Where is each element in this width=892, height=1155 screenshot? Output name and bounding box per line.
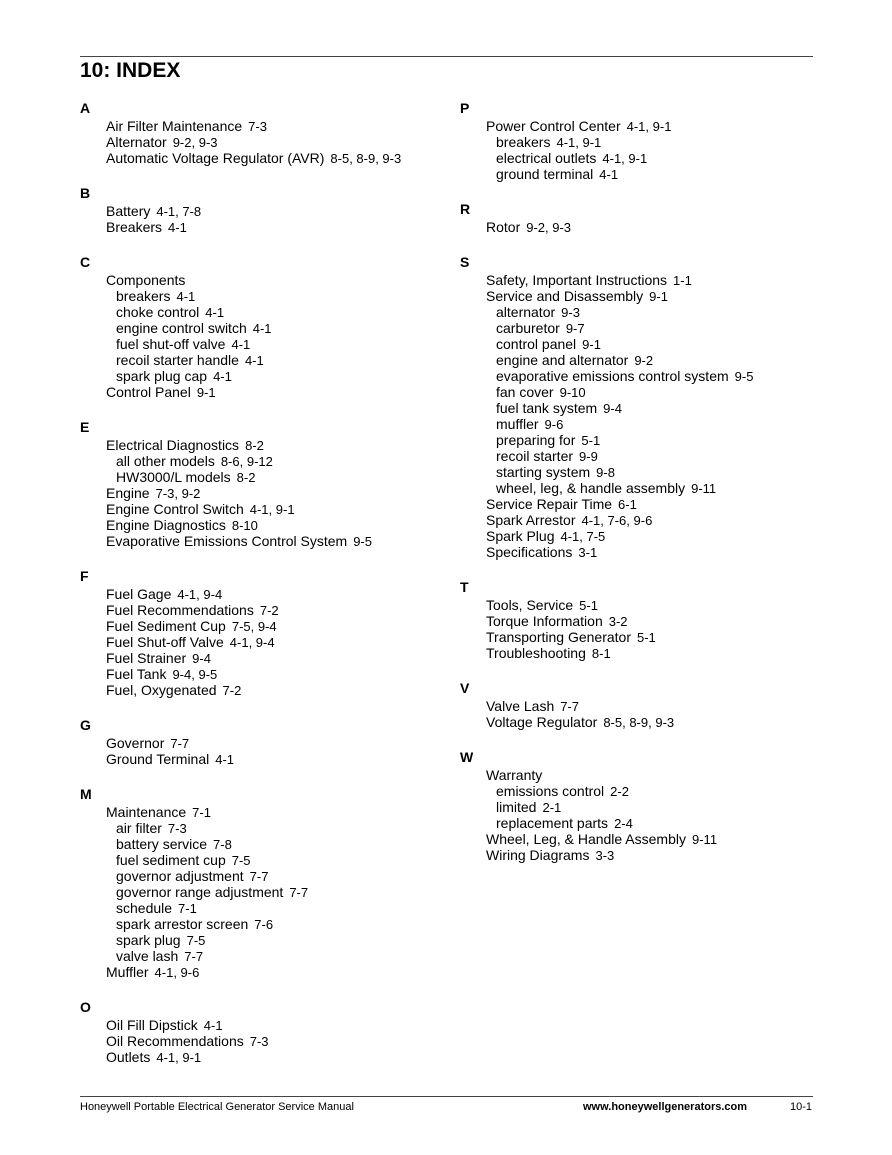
entry-term: Transporting Generator [486,629,631,645]
entry-page-refs: 7-8 [213,837,232,852]
index-entry [460,118,820,134]
index-subentry [460,134,820,150]
index-subentry [80,820,450,836]
entry-page-refs: 7-7 [289,885,309,900]
entry-page-refs: 4-1, 9-1 [626,119,672,134]
index-entry [80,517,450,533]
entry-page-refs: 2-2 [610,784,629,799]
index-entry [80,1049,450,1065]
section-letter: V [460,680,470,696]
entry-page-refs: 7-1 [192,805,211,820]
entry-term: replacement parts [496,815,609,831]
index-section-e [80,419,450,549]
entry-page-refs: 9-4 [192,651,211,666]
index-subentry [80,368,450,384]
entry-page-refs: 7-3 [249,1034,269,1049]
index-subentry [80,352,450,368]
entry-page-refs: 4-1 [168,220,187,235]
entry-page-refs: 1-1 [673,273,692,288]
entry-term: recoil starter [496,448,574,464]
index-entry [80,650,450,666]
index-subentry [460,783,820,799]
index-entry [80,1017,450,1033]
entry-page-refs: 5-1 [579,598,598,613]
index-entry [460,512,820,528]
entry-term: Fuel Shut-off Valve [106,634,224,650]
index-entry [80,586,450,602]
index-subentry [80,453,450,469]
index-subentry [80,469,450,485]
entry-term: Breakers [106,219,163,235]
entry-term: recoil starter handle [116,352,239,368]
entry-term: Safety, Important Instructions [486,272,668,288]
entry-page-refs: 9-9 [579,449,598,464]
index-entry [460,714,820,730]
index-section-f [80,568,450,698]
entry-term: Outlets [106,1049,151,1065]
entry-term: governor adjustment [116,868,244,884]
entry-page-refs: 4-1, 9-1 [556,135,602,150]
entry-list [80,1017,450,1065]
entry-term: Muffler [106,964,149,980]
entry-term: fuel shut-off valve [116,336,226,352]
entry-list [80,203,450,235]
entry-term: battery service [116,836,208,852]
entry-term: breakers [116,288,171,304]
entry-page-refs: 4-1, 9-6 [154,965,200,980]
entry-term: spark arrestor screen [116,916,249,932]
entry-page-refs: 9-5 [353,534,372,549]
entry-term: Oil Fill Dipstick [106,1017,198,1033]
entry-term: Ground Terminal [106,751,210,767]
index-subentry [80,336,450,352]
entry-page-refs: 9-11 [692,832,718,847]
entry-page-refs: 4-1, 9-1 [249,502,295,517]
index-entry [460,645,820,661]
entry-page-refs: 9-5 [734,369,754,384]
index-section-p [460,100,820,182]
entry-page-refs: 4-1 [231,337,251,352]
index-entry [460,613,820,629]
index-subentry [460,448,820,464]
entry-term: Fuel Tank [106,666,167,682]
entry-term: Fuel, Oxygenated [106,682,217,698]
index-section-s [460,254,820,560]
entry-list [460,272,820,560]
entry-list [80,804,450,980]
entry-term: spark plug cap [116,368,208,384]
entry-term: Engine Diagnostics [106,517,226,533]
index-subentry [80,948,450,964]
entry-page-refs: 9-4 [603,401,622,416]
section-letter: A [80,100,91,116]
index-entry [80,272,450,288]
entry-list [80,735,450,767]
entry-page-refs: 9-2, 9-3 [172,135,218,150]
footer-url[interactable]: www.honeywellgenerators.com [583,1101,748,1113]
entry-page-refs: 7-3 [248,119,267,134]
entry-term: Fuel Gage [106,586,172,602]
entry-page-refs: 4-1, 9-4 [177,587,223,602]
entry-term: muffler [496,416,539,432]
entry-list [80,118,450,166]
entry-term: governor range adjustment [116,884,284,900]
index-entry [80,735,450,751]
entry-term: Governor [106,735,165,751]
entry-term: emissions control [496,783,605,799]
entry-page-refs: 4-1, 9-1 [156,1050,202,1065]
entry-page-refs: 7-7 [249,869,269,884]
index-subentry [460,368,820,384]
entry-term: Control Panel [106,384,191,400]
index-subentry [460,799,820,815]
index-section-g [80,717,450,767]
index-entry [80,804,450,820]
entry-page-refs: 9-8 [596,465,615,480]
index-entry [80,751,450,767]
entry-list [460,767,820,863]
entry-page-refs: 9-1 [582,337,601,352]
entry-term: Wiring Diagrams [486,847,590,863]
entry-term: all other models [116,453,215,469]
entry-page-refs: 9-1 [196,385,216,400]
entry-page-refs: 9-10 [559,385,586,400]
entry-page-refs: 7-3, 9-2 [155,486,201,501]
section-letter: T [460,579,469,595]
entry-page-refs: 7-7 [170,736,190,751]
entry-term: Power Control Center [486,118,621,134]
index-subentry [460,815,820,831]
entry-page-refs: 4-1 [215,752,235,767]
entry-page-refs: 4-1 [203,1018,223,1033]
index-entry [80,134,450,150]
entry-page-refs: 4-1 [244,353,264,368]
entry-term: Maintenance [106,804,187,820]
section-letter: P [460,100,470,116]
index-subentry [460,352,820,368]
entry-term: starting system [496,464,591,480]
entry-page-refs: 7-7 [560,699,580,714]
index-subentry [460,480,820,496]
entry-term: breakers [496,134,551,150]
index-entry [460,831,820,847]
index-entry [80,634,450,650]
entry-term: schedule [116,900,173,916]
index-entry [80,118,450,134]
entry-page-refs: 6-1 [618,497,637,512]
index-entry [460,272,820,288]
entry-page-refs: 4-1 [176,289,196,304]
entry-page-refs: 8-5, 8-9, 9-3 [330,151,402,166]
entry-term: valve lash [116,948,179,964]
entry-term: Rotor [486,219,521,235]
entry-term: Service Repair Time [486,496,613,512]
entry-term: Evaporative Emissions Control System [106,533,348,549]
entry-page-refs: 4-1 [213,369,232,384]
entry-page-refs: 4-1, 7-6, 9-6 [581,513,653,528]
entry-term: air filter [116,820,162,836]
entry-term: engine control switch [116,320,247,336]
index-subentry [460,432,820,448]
entry-term: ground terminal [496,166,594,182]
entry-term: Torque Information [486,613,603,629]
entry-term: carburetor [496,320,560,336]
entry-term: Fuel Strainer [106,650,187,666]
entry-term: Alternator [106,134,167,150]
index-subentry [460,336,820,352]
entry-page-refs: 7-6 [254,917,274,932]
index-section-o [80,999,450,1065]
index-entry [460,698,820,714]
index-section-w [460,749,820,863]
entry-page-refs: 7-2 [222,683,242,698]
entry-page-refs: 3-3 [595,848,615,863]
entry-term: Voltage Regulator [486,714,598,730]
section-letter: S [460,254,470,270]
entry-term: Battery [106,203,151,219]
entry-page-refs: 2-1 [542,800,562,815]
index-section-c [80,254,450,400]
index-subentry [460,416,820,432]
entry-term: limited [496,799,537,815]
entry-page-refs: 7-2 [259,603,279,618]
section-letter: O [80,999,91,1015]
entry-term: Wheel, Leg, & Handle Assembly [486,831,686,847]
index-subentry [460,166,820,182]
entry-term: Warranty [486,767,543,783]
index-entry [80,1033,450,1049]
entry-page-refs: 4-1, 9-1 [602,151,648,166]
index-entry [460,544,820,560]
index-section-r [460,201,820,235]
entry-list [80,586,450,698]
index-subentry [460,320,820,336]
entry-page-refs: 4-1 [599,167,619,182]
entry-page-refs: 9-6 [544,417,564,432]
index-entry [80,964,450,980]
entry-term: preparing for [496,432,576,448]
entry-page-refs: 7-7 [184,949,204,964]
index-entry [460,528,820,544]
index-entry [80,666,450,682]
index-subentry [80,900,450,916]
entry-term: electrical outlets [496,150,597,166]
index-entry [80,618,450,634]
entry-page-refs: 7-5, 9-4 [231,619,277,634]
section-letter: B [80,185,91,201]
index-entry [460,597,820,613]
entry-list [460,118,820,182]
section-letter: F [80,568,89,584]
entry-term: engine and alternator [496,352,629,368]
index-subentry [80,304,450,320]
entry-term: Automatic Voltage Regulator (AVR) [106,150,325,166]
footer-manual-title: Honeywell Portable Electrical Generator Service Manual [80,1101,354,1113]
entry-page-refs: 3-2 [608,614,628,629]
entry-page-refs: 4-1, 7-5 [560,529,606,544]
entry-page-refs: 8-2 [245,438,264,453]
entry-term: Troubleshooting [486,645,586,661]
index-entry [460,847,820,863]
entry-page-refs: 9-2 [634,353,654,368]
entry-term: Fuel Recommendations [106,602,254,618]
index-section-b [80,185,450,235]
entry-term: Components [106,272,186,288]
entry-term: Engine Control Switch [106,501,244,517]
entry-page-refs: 9-3 [561,305,580,320]
entry-page-refs: 4-1, 9-4 [229,635,275,650]
index-entry [460,288,820,304]
bottom-rule [80,1096,813,1097]
entry-page-refs: 9-11 [691,481,717,496]
index-section-v [460,680,820,730]
entry-term: Spark Arrestor [486,512,576,528]
index-entry [80,384,450,400]
entry-page-refs: 9-1 [649,289,668,304]
entry-page-refs: 5-1 [581,433,601,448]
entry-page-refs: 8-5, 8-9, 9-3 [603,715,675,730]
index-subentry [80,868,450,884]
index-subentry [80,836,450,852]
entry-page-refs: 2-4 [614,816,633,831]
index-entry [80,219,450,235]
entry-term: fuel tank system [496,400,598,416]
entry-term: Engine [106,485,150,501]
entry-page-refs: 8-10 [231,518,258,533]
index-subentry [80,916,450,932]
index-entry [80,501,450,517]
entry-term: fuel sediment cup [116,852,226,868]
index-subentry [80,288,450,304]
entry-term: Air Filter Maintenance [106,118,243,134]
section-letter: W [460,749,474,765]
entry-list [80,272,450,400]
index-subentry [460,150,820,166]
index-subentry [460,384,820,400]
entry-term: control panel [496,336,577,352]
entry-page-refs: 8-2 [236,470,256,485]
entry-page-refs: 4-1, 7-8 [156,204,202,219]
entry-list [460,698,820,730]
index-entry [80,437,450,453]
entry-page-refs: 4-1 [252,321,272,336]
index-entry [80,485,450,501]
entry-term: Fuel Sediment Cup [106,618,226,634]
entry-term: fan cover [496,384,554,400]
index-entry [80,203,450,219]
index-entry [460,767,820,783]
entry-page-refs: 7-3 [167,821,187,836]
section-letter: G [80,717,91,733]
index-subentry [80,320,450,336]
index-subentry [80,884,450,900]
entry-term: HW3000/L models [116,469,231,485]
index-entry [460,629,820,645]
entry-page-refs: 7-5 [186,933,206,948]
entry-term: Specifications [486,544,573,560]
index-entry [80,533,450,549]
entry-page-refs: 8-1 [591,646,611,661]
entry-page-refs: 5-1 [637,630,656,645]
index-entry [80,682,450,698]
entry-page-refs: 4-1 [205,305,225,320]
index-column-left [80,100,450,1084]
index-entry [460,219,820,235]
entry-term: evaporative emissions control system [496,368,729,384]
entry-term: Spark Plug [486,528,555,544]
section-letter: M [80,786,92,802]
entry-term: Valve Lash [486,698,555,714]
index-entry [460,496,820,512]
page-title: 10: INDEX [80,59,181,82]
entry-term: alternator [496,304,556,320]
index-section-t [460,579,820,661]
index-section-m [80,786,450,980]
entry-page-refs: 3-1 [578,545,598,560]
entry-page-refs: 8-6, 9-12 [220,454,273,469]
top-rule [80,56,813,57]
entry-page-refs: 9-2, 9-3 [526,220,572,235]
entry-list [460,219,820,235]
entry-page-refs: 7-5 [231,853,251,868]
entry-list [460,597,820,661]
index-entry [80,602,450,618]
entry-page-refs: 7-1 [178,901,197,916]
entry-term: Service and Disassembly [486,288,644,304]
index-subentry [460,304,820,320]
entry-term: Tools, Service [486,597,574,613]
index-subentry [460,400,820,416]
index-column-right [460,100,820,882]
entry-term: Electrical Diagnostics [106,437,240,453]
entry-term: choke control [116,304,200,320]
entry-page-refs: 9-4, 9-5 [172,667,218,682]
entry-term: spark plug [116,932,181,948]
footer-page-number: 10-1 [790,1101,813,1113]
index-entry [80,150,450,166]
section-letter: R [460,201,471,217]
index-section-a [80,100,450,166]
index-subentry [80,852,450,868]
section-letter: E [80,419,90,435]
entry-list [80,437,450,549]
index-subentry [80,932,450,948]
index-subentry [460,464,820,480]
entry-term: wheel, leg, & handle assembly [496,480,686,496]
entry-term: Oil Recommendations [106,1033,244,1049]
section-letter: C [80,254,91,270]
entry-page-refs: 9-7 [565,321,585,336]
